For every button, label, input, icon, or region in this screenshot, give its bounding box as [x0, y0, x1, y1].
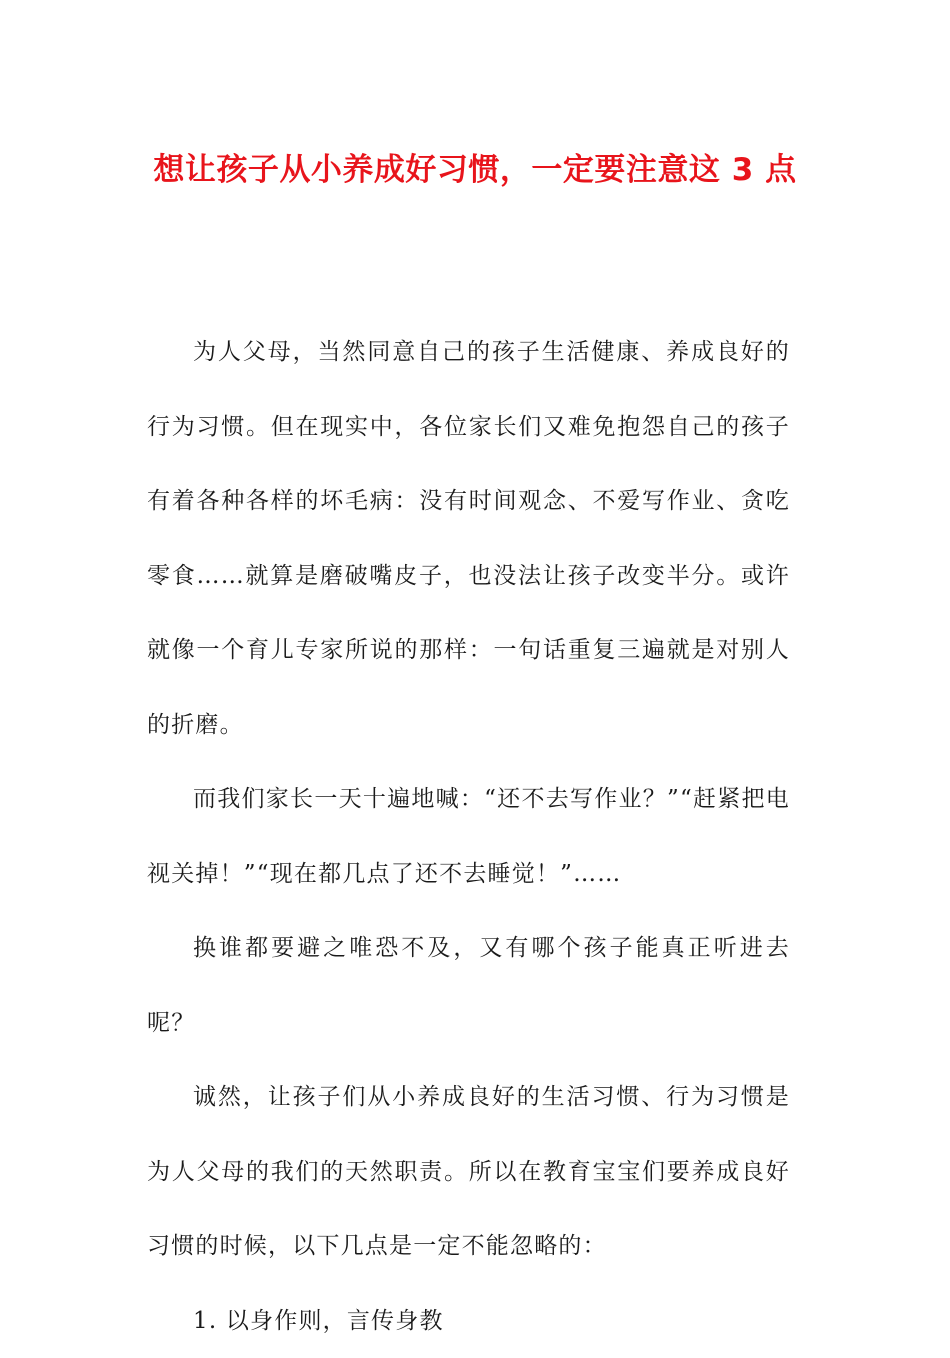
section-heading-1: 1. 以身作则，言传身教: [147, 1284, 790, 1358]
document-body: [147, 315, 790, 1358]
document-title: 想让孩子从小养成好习惯，一定要注意这 3 点: [145, 146, 805, 195]
paragraph-parents-shouting: 而我们家长一天十遍地喊：“还不去写作业？”“赶紧把电视关掉！”“现在都几点了还不去睡觉！”……: [147, 762, 790, 911]
paragraph-responsibility: 诚然，让孩子们从小养成良好的生活习惯、行为习惯是为人父母的我们的天然职责。所以在教育宝宝们要养成良好习惯的时候，以下几点是一定不能忽略的：: [147, 1060, 790, 1284]
paragraph-question: 换谁都要避之唯恐不及，又有哪个孩子能真正听进去呢？: [147, 911, 790, 1060]
paragraph-intro: 为人父母，当然同意自己的孩子生活健康、养成良好的行为习惯。但在现实中，各位家长们又难免抱怨自己的孩子有着各种各样的坏毛病：没有时间观念、不爱写作业、贪吃零食……就算是磨破嘴皮子，也没法让孩子改变半分。或许就像一个育儿专家所说的那样：一句话重复三遍就是对别人的折磨。: [147, 315, 790, 762]
